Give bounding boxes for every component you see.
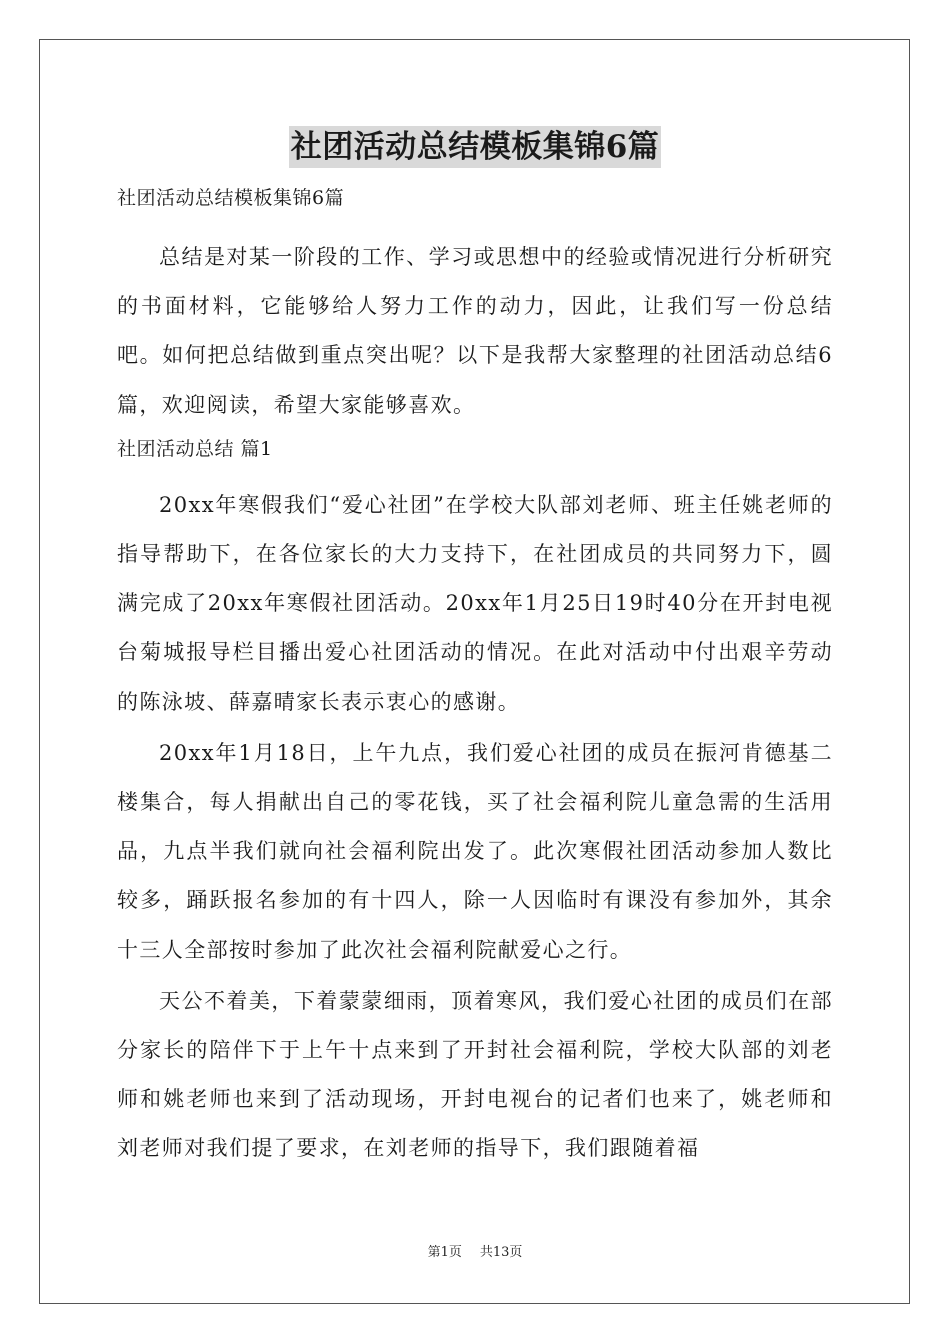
title-container	[0, 126, 950, 168]
intro-paragraph: 总结是对某一阶段的工作、学习或思想中的经验或情况进行分析研究的书面材料，它能够给人努力工作的动力，因此，让我们写一份总结吧。如何把总结做到重点突出呢？以下是我帮大家整理的社团活动总结6篇，欢迎阅读，希望大家能够喜欢。	[117, 245, 833, 417]
document-title: 社团活动总结模板集锦6篇	[289, 126, 662, 168]
body-paragraph-3: 天公不着美，下着蒙蒙细雨，顶着寒风，我们爱心社团的成员们在部分家长的陪伴下于上午十点来到了开封社会福利院，学校大队部的刘老师和姚老师也来到了活动现场，开封电视台的记者们也来了，姚老师和刘老师对我们提了要求，在刘老师的指导下，我们跟随着福	[117, 988, 833, 1161]
section-heading: 社团活动总结 篇1	[117, 437, 273, 460]
page-total: 共13页	[479, 1245, 523, 1260]
body-paragraph-1: 20xx年寒假我们“爱心社团”在学校大队部刘老师、班主任姚老师的指导帮助下，在各位家长的大力支持下，在社团成员的共同努力下，圆满完成了20xx年寒假社团活动。20xx年1月25日19时40分在开封电视台菊城报导栏目播出爱心社团活动的情况。在此对活动中付出艰辛劳动的陈泳坡、薛嘉晴家长表示衷心的感谢。	[117, 492, 833, 714]
document-body	[117, 183, 833, 1174]
body-paragraph-2: 20xx年1月18日，上午九点，我们爱心社团的成员在振河肯德基二楼集合，每人捐献出自己的零花钱，买了社会福利院儿童急需的生活用品，九点半我们就向社会福利院出发了。此次寒假社团活动参加人数比较多，踊跃报名参加的有十四人，除一人因临时有课没有参加外，其余十三人全部按时参加了此次社会福利院献爱心之行。	[117, 740, 833, 962]
page-number: 第1页	[427, 1245, 462, 1260]
document-subtitle: 社团活动总结模板集锦6篇	[117, 187, 345, 209]
page-footer	[0, 1244, 950, 1262]
